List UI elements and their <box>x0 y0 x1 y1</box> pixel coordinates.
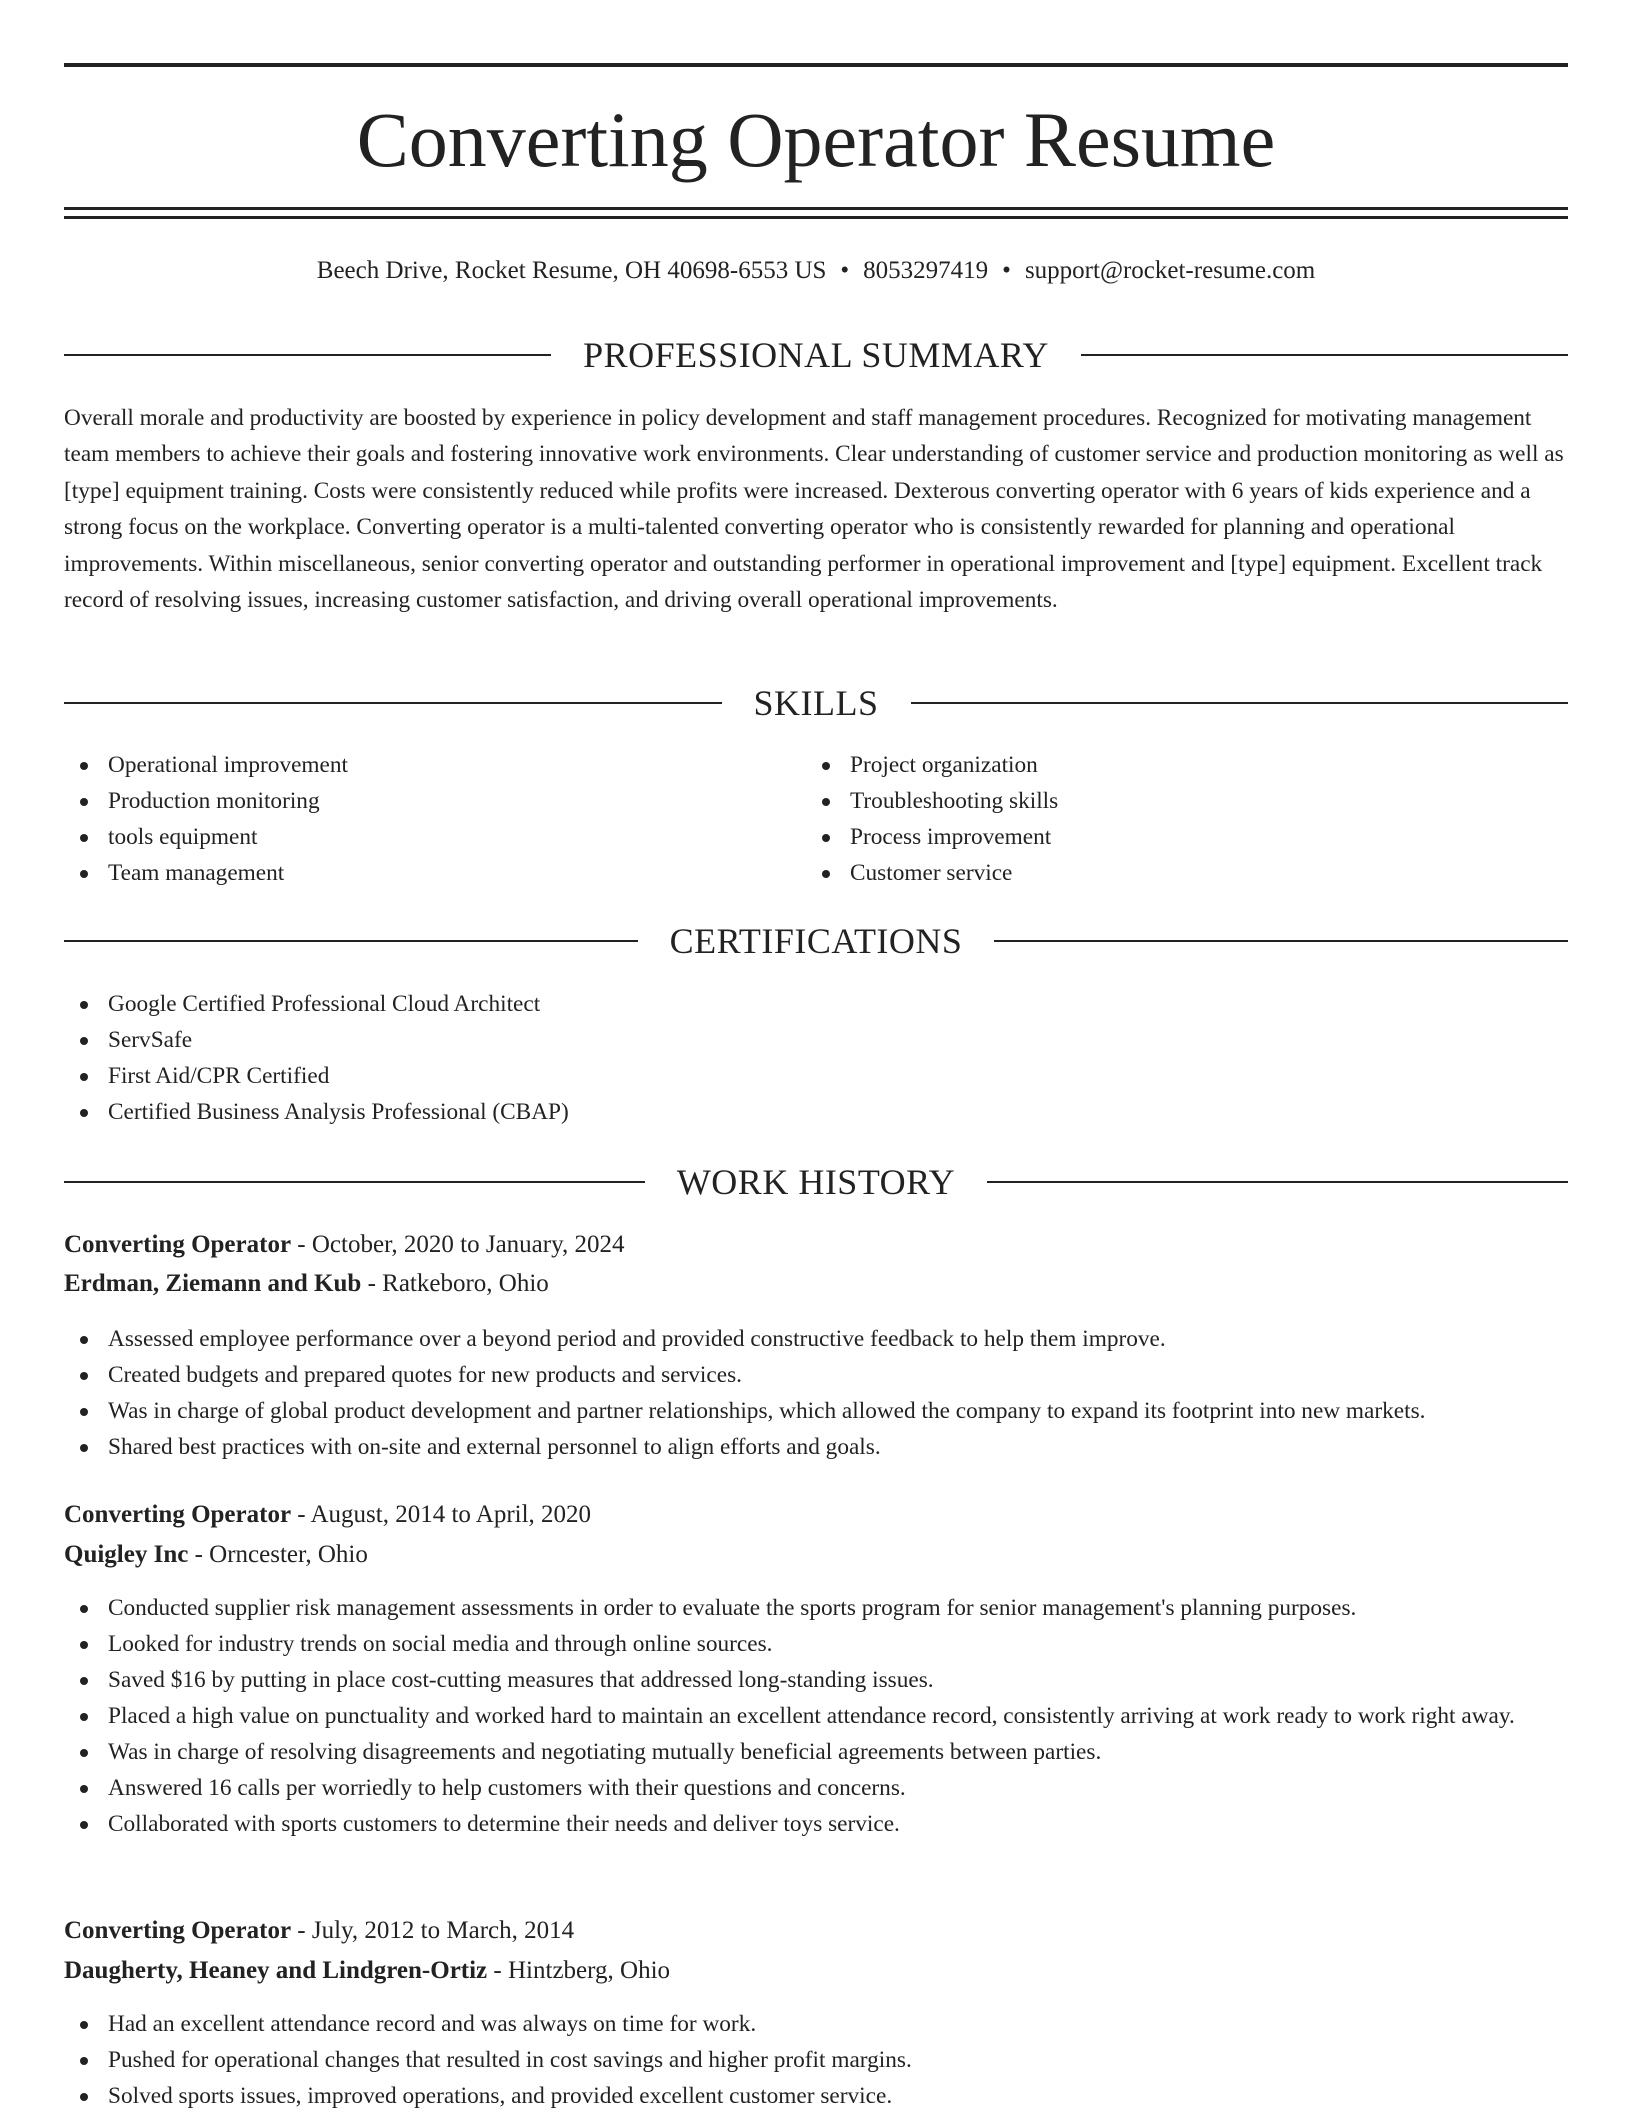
contact-email: support@rocket-resume.com <box>1024 257 1316 284</box>
job-bullet: Answered 16 calls per worriedly to help customers with their questions and concerns. <box>64 1770 1568 1806</box>
job-title: Converting Operator <box>64 1917 292 1944</box>
job-dates: - August, 2014 to April, 2020 <box>291 1501 592 1528</box>
job-company: Erdman, Ziemann and Kub <box>64 1270 362 1297</box>
certifications-list <box>64 986 1568 1130</box>
job-title-line <box>64 1226 1568 1264</box>
section-heading-work-history <box>64 1160 1568 1204</box>
certification-item: Google Certified Professional Cloud Architect <box>64 986 1568 1022</box>
section-title-work-history: WORK HISTORY <box>676 1162 956 1202</box>
job-company-line <box>64 1265 1568 1303</box>
heading-rule-right <box>987 1181 1568 1183</box>
skill-item: Project organization <box>806 747 1566 783</box>
job-bullet: Was in charge of resolving disagreements and negotiating mutually beneficial agreements between parties. <box>64 1734 1568 1770</box>
contact-phone: 8053297419 <box>863 257 989 284</box>
job-bullets <box>64 1590 1568 1842</box>
job-bullets <box>64 2006 1568 2114</box>
header-top-rule <box>64 63 1568 67</box>
section-heading-certifications <box>64 919 1568 963</box>
section-title-skills: SKILLS <box>753 683 879 723</box>
job-bullets <box>64 1321 1568 1465</box>
job-bullet: Created budgets and prepared quotes for new products and services. <box>64 1357 1568 1393</box>
job-bullet: Pushed for operational changes that resulted in cost savings and higher profit margins. <box>64 2042 1568 2078</box>
certification-item: Certified Business Analysis Professional (CBAP) <box>64 1094 1568 1130</box>
job-location: - Ratkeboro, Ohio <box>361 1270 549 1297</box>
job-dates: - July, 2012 to March, 2014 <box>291 1917 575 1944</box>
skills-list-right <box>806 747 1566 891</box>
job-title: Converting Operator <box>64 1231 292 1258</box>
heading-rule-left <box>64 702 722 704</box>
job-bullet: Had an excellent attendance record and was always on time for work. <box>64 2006 1568 2042</box>
job-bullet: Was in charge of global product development and partner relationships, which allowed the company to expand its footprint into new markets. <box>64 1393 1568 1429</box>
certification-item: First Aid/CPR Certified <box>64 1058 1568 1094</box>
heading-rule-left <box>64 940 638 942</box>
section-heading-summary <box>64 333 1568 377</box>
header-double-rule-bottom <box>64 216 1568 219</box>
contact-address: Beech Drive, Rocket Resume, OH 40698-6553 US <box>316 257 827 284</box>
job-bullet: Placed a high value on punctuality and worked hard to maintain an excellent attendance record, consistently arriving at work ready to work right away. <box>64 1698 1568 1734</box>
job-bullet: Shared best practices with on-site and external personnel to align efforts and goals. <box>64 1429 1568 1465</box>
heading-rule-right <box>1081 354 1568 356</box>
job-bullet: Assessed employee performance over a beyond period and provided constructive feedback to help them improve. <box>64 1321 1568 1357</box>
heading-rule-right <box>911 702 1569 704</box>
contact-separator: • <box>840 257 850 284</box>
heading-rule-left <box>64 1181 645 1183</box>
job-company: Daugherty, Heaney and Lindgren-Ortiz <box>64 1957 488 1984</box>
job-location: - Hintzberg, Ohio <box>487 1957 671 1984</box>
job-bullet: Looked for industry trends on social media and through online sources. <box>64 1626 1568 1662</box>
job-company-line <box>64 1536 1568 1574</box>
job-dates: - October, 2020 to January, 2024 <box>291 1231 625 1258</box>
job-bullet: Saved $16 by putting in place cost-cutting measures that addressed long-standing issues. <box>64 1662 1568 1698</box>
contact-line <box>64 254 1568 288</box>
heading-rule-left <box>64 354 551 356</box>
job-bullet: Solved sports issues, improved operations, and provided excellent customer service. <box>64 2078 1568 2114</box>
certification-item: ServSafe <box>64 1022 1568 1058</box>
section-title-certifications: CERTIFICATIONS <box>669 921 963 961</box>
skills-list-left <box>64 747 804 891</box>
resume-title: Converting Operator Resume <box>356 96 1276 183</box>
skill-item: Production monitoring <box>64 783 804 819</box>
skill-item: tools equipment <box>64 819 804 855</box>
skill-item: Customer service <box>806 855 1566 891</box>
contact-separator: • <box>1002 257 1011 284</box>
section-heading-skills <box>64 681 1568 725</box>
header-double-rule-top <box>64 207 1568 210</box>
skill-item: Team management <box>64 855 804 891</box>
job-bullet: Conducted supplier risk management assessments in order to evaluate the sports program for senior management's planning purposes. <box>64 1590 1568 1626</box>
section-title-summary: PROFESSIONAL SUMMARY <box>583 335 1049 375</box>
job-title-line <box>64 1496 1568 1534</box>
skill-item: Process improvement <box>806 819 1566 855</box>
job-company-line <box>64 1952 1568 1990</box>
summary-text: Overall morale and productivity are boosted by experience in policy development and staff management procedures. Recognized for motivating management team members to achieve their goals and fostering innovative work environments. Clear understanding of customer service and production monitoring as well as [type] equipment training. Costs were consistently reduced while profits were increased. Dexterous converting operator with 6 years of kids experience and a strong focus on the workplace. Converting operator is a multi-talented converting operator who is consistently rewarded for planning and operational improvements. Within miscellaneous, senior converting operator and outstanding performer in operational improvement and [type] equipment. Excellent track record of resolving issues, increasing customer satisfaction, and driving overall operational improvements. <box>64 405 1564 614</box>
job-company: Quigley Inc <box>64 1541 189 1568</box>
job-title-line <box>64 1912 1568 1950</box>
job-title: Converting Operator <box>64 1501 292 1528</box>
skill-item: Operational improvement <box>64 747 804 783</box>
skill-item: Troubleshooting skills <box>806 783 1566 819</box>
job-location: - Orncester, Ohio <box>188 1541 368 1568</box>
job-bullet: Collaborated with sports customers to determine their needs and deliver toys service. <box>64 1806 1568 1842</box>
heading-rule-right <box>994 940 1568 942</box>
